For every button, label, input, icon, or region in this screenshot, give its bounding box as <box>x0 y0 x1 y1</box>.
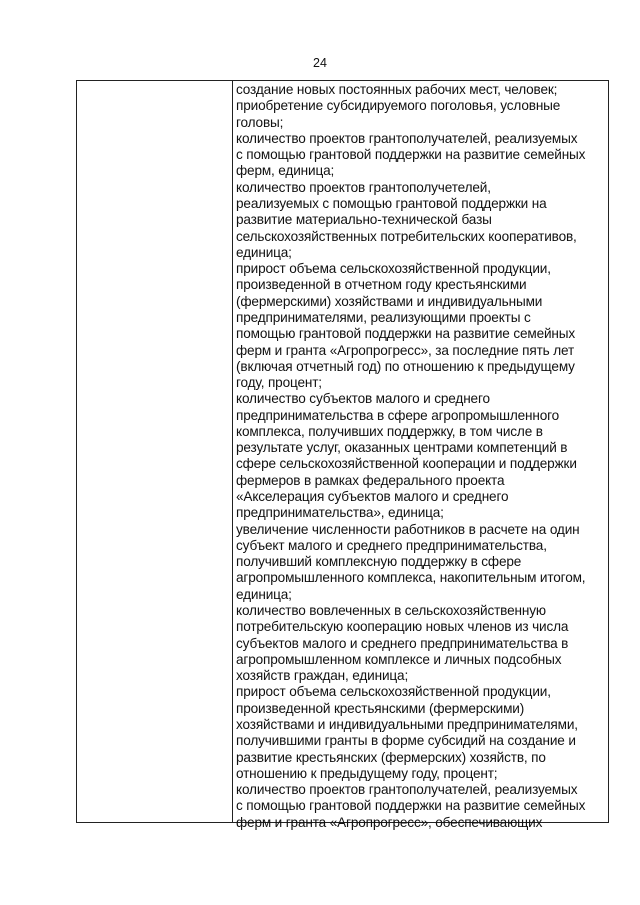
indicator-text-line: агропромышленного комплекса, накопительным итогом, <box>236 570 586 586</box>
indicator-text-line: комплекса, получивших поддержку, в том числе в <box>236 423 543 439</box>
indicator-text-line: реализуемых с помощью грантовой поддержки на <box>236 195 547 211</box>
indicator-text-line: «Акселерация субъектов малого и среднего <box>236 489 509 505</box>
indicator-text-line: количество проектов грантополучателей, реализуемых <box>236 130 578 146</box>
indicator-text-line: ферм и гранта «Агропрогресс», обеспечивающих <box>236 814 543 830</box>
indicator-text-line: фермеров в рамках федерального проекта <box>236 472 505 488</box>
indicator-text-line: приобретение субсидируемого поголовья, условные <box>236 98 561 114</box>
indicator-text-line: ферм и гранта «Агропрогресс», за последние пять лет <box>236 342 575 358</box>
indicator-text-line: ферм, единица; <box>236 163 335 179</box>
indicator-text-line: хозяйств граждан, единица; <box>236 668 409 684</box>
indicator-text-line: единица; <box>236 586 292 602</box>
indicator-text-line: (включая отчетный год) по отношению к предыдущему <box>236 358 575 374</box>
indicator-text-line: (фермерскими) хозяйствами и индивидуальными <box>236 293 543 309</box>
indicator-text-line: сельскохозяйственных потребительских кооперативов, <box>236 228 577 244</box>
indicator-text-line: количество проектов грантополучателей, реализуемых <box>236 782 578 798</box>
indicator-text-line: хозяйствами и индивидуальными предпринимателями, <box>236 716 578 732</box>
page-number: 24 <box>313 56 327 70</box>
indicator-text-line: прирост объема сельскохозяйственной продукции, <box>236 261 551 277</box>
indicator-text-line: развитие крестьянских (фермерских) хозяйств, по <box>236 749 546 765</box>
indicator-text-line: предпринимательства», единица; <box>236 505 444 521</box>
table-left-cell <box>77 81 233 822</box>
indicator-text-line: с помощью грантовой поддержки на развитие семейных <box>236 798 586 814</box>
indicator-text-line: произведенной в отчетном году крестьянскими <box>236 277 527 293</box>
indicator-text-line: единица; <box>236 244 292 260</box>
indicator-text-line: количество вовлеченных в сельскохозяйственную <box>236 603 546 618</box>
indicator-text-line: получившими гранты в форме субсидий на создание и <box>236 733 576 749</box>
indicator-text-line: предпринимательства в сфере агропромышленного <box>236 407 560 423</box>
indicator-text-line: результате услуг, оказанных центрами компетенций в <box>236 440 568 456</box>
indicator-text-line: головы; <box>236 114 284 130</box>
indicator-text-line: потребительскую кооперацию новых членов из числа <box>236 619 569 635</box>
indicator-text-line: количество проектов грантополучетелей, <box>236 179 491 195</box>
indicator-text-line: развитие материально-технической базы <box>236 212 492 228</box>
indicator-text-line: количество субъектов малого и среднего <box>236 391 490 407</box>
indicator-text-line: сфере сельскохозяйственной кооперации и поддержки <box>236 456 577 472</box>
indicators-table <box>76 80 609 830</box>
indicator-text-line: создание новых постоянных рабочих мест, человек; <box>236 82 558 97</box>
indicator-text-line: году, процент; <box>236 375 322 391</box>
indicator-text-line: агропромышленном комплексе и личных подсобных <box>236 651 562 667</box>
indicator-text-line: произведенной крестьянскими (фермерскими) <box>236 700 525 716</box>
indicator-text-line: субъект малого и среднего предпринимательства, <box>236 537 547 553</box>
indicator-text-line: получивший комплексную поддержку в сфере <box>236 554 522 570</box>
indicator-text-line: с помощью грантовой поддержки на развитие семейных <box>236 147 586 163</box>
indicator-text-line: увеличение численности работников в расчете на один <box>236 521 580 537</box>
indicator-text-line: предпринимателями, реализующими проекты с <box>236 309 531 325</box>
indicator-text-line: субъектов малого и среднего предпринимательства в <box>236 635 569 651</box>
indicator-text-line: помощью грантовой поддержки на развитие семейных <box>236 326 576 342</box>
table-right-cell <box>233 82 604 831</box>
indicator-text-line: отношению к предыдущему году, процент; <box>236 765 498 781</box>
indicator-text-line: прирост объема сельскохозяйственной продукции, <box>236 684 551 700</box>
